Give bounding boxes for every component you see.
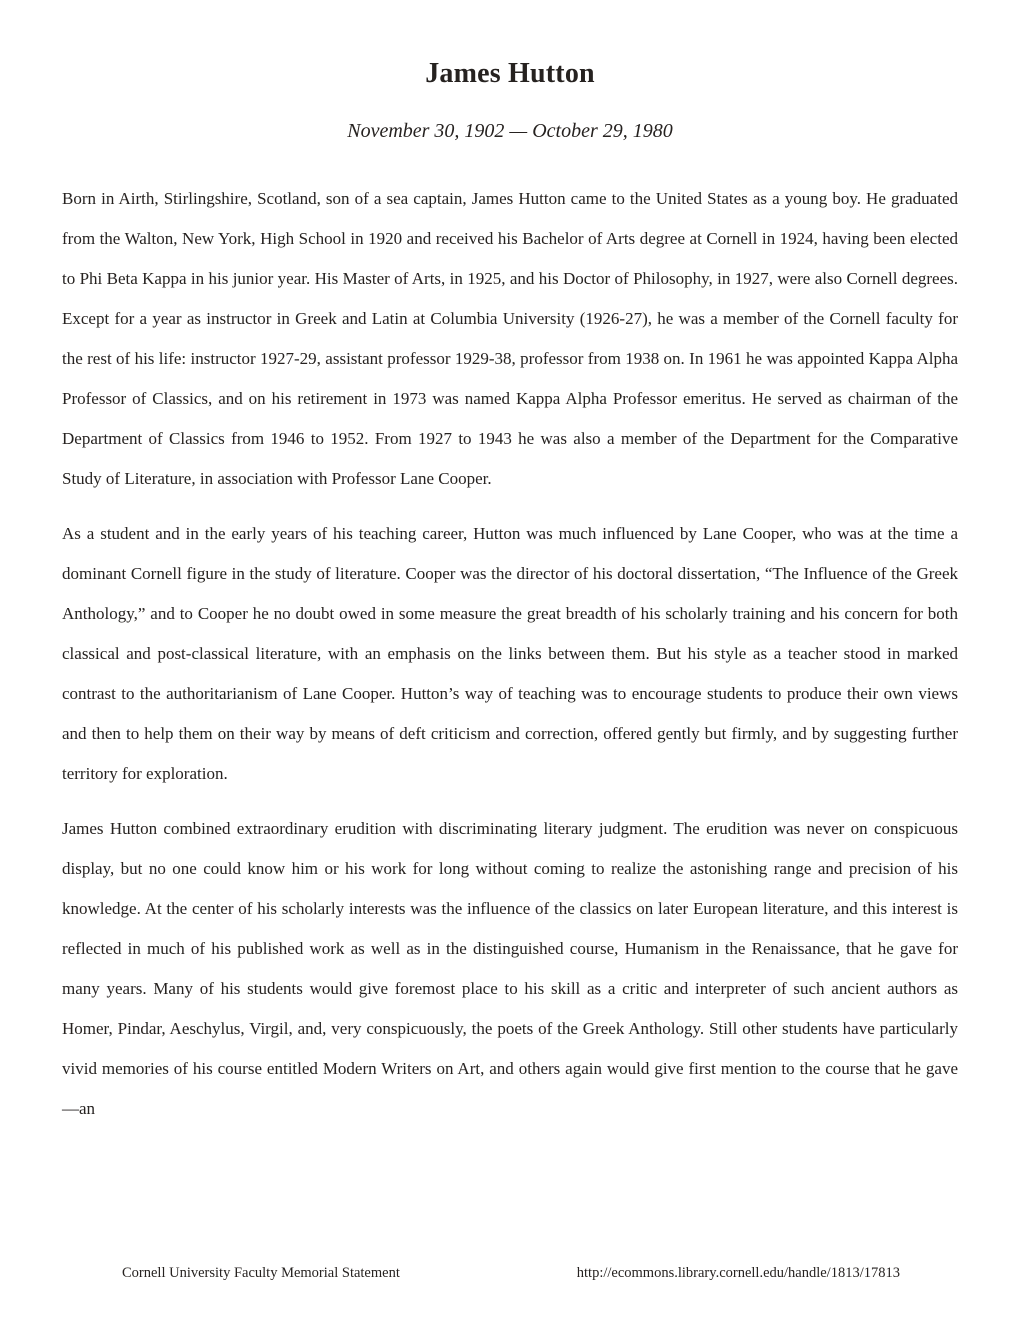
footer-document-name: Cornell University Faculty Memorial Statement <box>122 1265 400 1281</box>
paragraph-biography: Born in Airth, Stirlingshire, Scotland, son of a sea captain, James Hutton came to the United States as a young boy. He graduated from the Walton, New York, High School in 1920 and received his Bachelor of Arts degree at Cornell in 1924, having been elected to Phi Beta Kappa in his junior year. His Master of Arts, in 1925, and his Doctor of Philosophy, in 1927, were also Cornell degrees. Except for a year as instructor in Greek and Latin at Columbia University (1926-27), he was a member of the Cornell faculty for the rest of his life: instructor 1927-29, assistant professor 1929-38, professor from 1938 on. In 1961 he was appointed Kappa Alpha Professor of Classics, and on his retirement in 1973 was named Kappa Alpha Professor emeritus. He served as chairman of the Department of Classics from 1946 to 1952. From 1927 to 1943 he was also a member of the Department for the Comparative Study of Literature, in association with Professor Lane Cooper. <box>62 189 958 488</box>
paragraph-teaching: As a student and in the early years of his teaching career, Hutton was much influenced by Lane Cooper, who was at the time a dominant Cornell figure in the study of literature. Cooper was the director of his doctoral dissertation, “The Influence of the Greek Anthology,” and to Cooper he no doubt owed in some measure the great breadth of his scholarly training and his concern for both classical and post-classical literature, with an emphasis on the links between them. But his style as a teacher stood in marked contrast to the authoritarianism of Lane Cooper. Hutton’s way of teaching was to encourage students to produce their own views and then to help them on their way by means of deft criticism and correction, offered gently but firmly, and by suggesting further territory for exploration. <box>62 524 958 783</box>
page-title: James Hutton <box>425 58 595 89</box>
paragraph-erudition: James Hutton combined extraordinary erudition with discriminating literary judgment. The erudition was never on conspicuous display, but no one could know him or his work for long without coming to realize the astonishing range and precision of his knowledge. At the center of his scholarly interests was the influence of the classics on later European literature, and this interest is reflected in much of his published work as well as in the distinguished course, Humanism in the Renaissance, that he gave for many years. Many of his students would give foremost place to his skill as a critic and interpreter of such ancient authors as Homer, Pindar, Aeschylus, Virgil, and, very conspicuously, the poets of the Greek Anthology. Still other students have particularly vivid memories of his course entitled Modern Writers on Art, and others again would give first mention to the course that he gave—an <box>62 819 958 1118</box>
page-footer <box>122 1265 900 1282</box>
footer-url: http://ecommons.library.cornell.edu/handle/1813/17813 <box>576 1265 900 1281</box>
page-subtitle: November 30, 1902 — October 29, 1980 <box>347 120 673 142</box>
document-body <box>62 179 958 1129</box>
